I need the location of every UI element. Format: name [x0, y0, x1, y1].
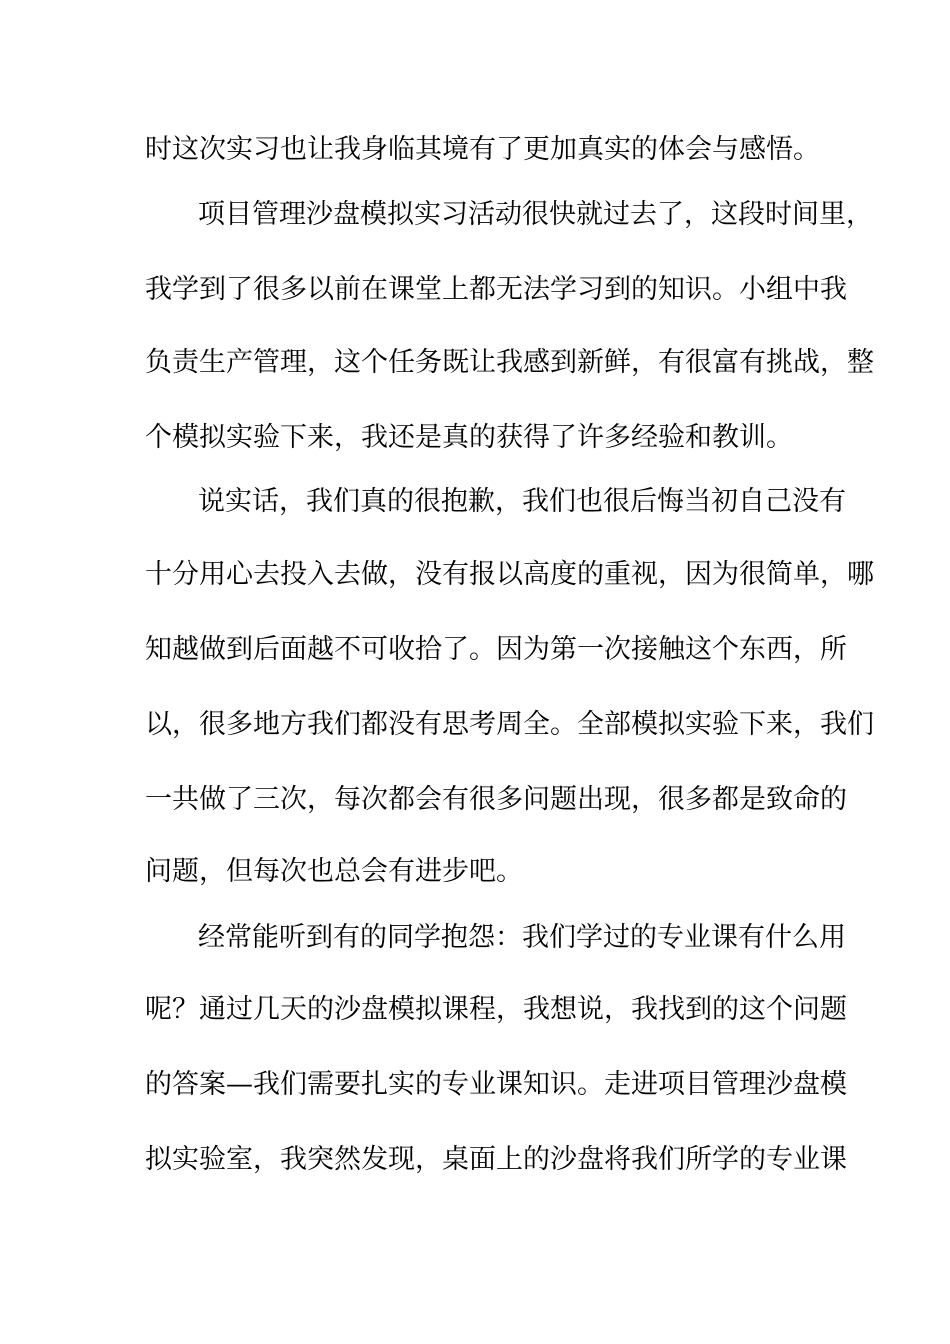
paragraph-first-line: 经常能听到有的同学抱怨：我们学过的专业课有什么用 [198, 922, 846, 953]
paragraph-first-line: 项目管理沙盘模拟实习活动很快就过去了，这段时间里， [198, 199, 873, 230]
text-line: 问题，但每次也总会有进步吧。 [145, 856, 523, 887]
text-line: 的答案—我们需要扎实的专业课知识。走进项目管理沙盘模 [145, 1069, 847, 1100]
text-line: 拟实验室，我突然发现，桌面上的沙盘将我们所学的专业课 [145, 1144, 847, 1175]
text-line: 知越做到后面越不可收拾了。因为第一次接触这个东西，所 [145, 634, 847, 665]
text-line: 一共做了三次，每次都会有很多问题出现，很多都是致命的 [145, 784, 847, 815]
text-line: 十分用心去投入去做，没有报以高度的重视，因为很简单，哪 [145, 559, 874, 590]
text-line: 以，很多地方我们都没有思考周全。全部模拟实验下来，我们 [145, 709, 874, 740]
text-line: 个模拟实验下来，我还是真的获得了许多经验和教训。 [145, 422, 793, 453]
text-line: 呢？通过几天的沙盘模拟课程，我想说，我找到的这个问题 [145, 994, 847, 1025]
text-line: 时这次实习也让我身临其境有了更加真实的体会与感悟。 [145, 134, 820, 165]
text-line: 负责生产管理，这个任务既让我感到新鲜，有很富有挑战，整 [145, 347, 874, 378]
paragraph-first-line: 说实话，我们真的很抱歉，我们也很后悔当初自己没有 [198, 486, 846, 517]
text-line: 我学到了很多以前在课堂上都无法学习到的知识。小组中我 [145, 274, 847, 305]
